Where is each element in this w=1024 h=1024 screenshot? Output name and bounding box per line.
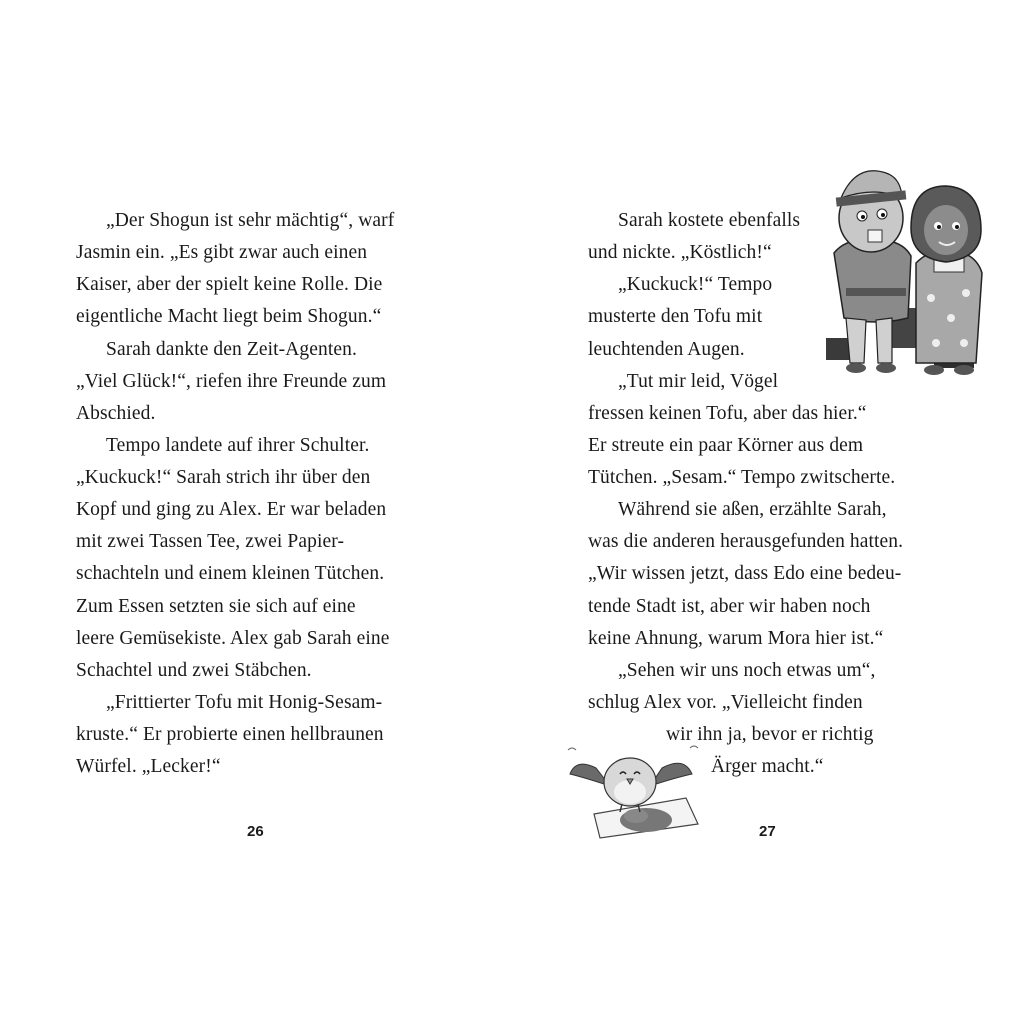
- text-line: und nickte. „Köstlich!“: [588, 242, 772, 263]
- text-line: keine Ahnung, warum Mora hier ist.“: [588, 628, 884, 649]
- text-line: Jasmin ein. „Es gibt zwar auch einen: [76, 242, 368, 263]
- text-line: „Frittierter Tofu mit Honig-Sesam-: [106, 692, 383, 713]
- text-line: „Kuckuck!“ Tempo: [618, 274, 773, 295]
- text-line: Ärger macht.“: [711, 756, 824, 777]
- text-line: eigentliche Macht liegt beim Shogun.“: [76, 306, 382, 327]
- text-line: leere Gemüsekiste. Alex gab Sarah eine: [76, 628, 390, 649]
- text-line: „Sehen wir uns noch etwas um“,: [618, 660, 876, 681]
- page-number: 27: [759, 823, 776, 840]
- text-line: Kopf und ging zu Alex. Er war beladen: [76, 499, 387, 520]
- text-line: wir ihn ja, bevor er richtig: [666, 724, 874, 745]
- text-line: Schachtel und zwei Stäbchen.: [76, 660, 312, 681]
- text-line: „Der Shogun ist sehr mächtig“, warf: [106, 210, 395, 231]
- text-line: was die anderen herausgefunden hatten.: [588, 531, 904, 552]
- text-line: Kaiser, aber der spielt keine Rolle. Die: [76, 274, 383, 295]
- text-line: Würfel. „Lecker!“: [76, 756, 221, 777]
- text-line: „Kuckuck!“ Sarah strich ihr über den: [76, 467, 371, 488]
- bird-illustration: [566, 738, 702, 842]
- text-line: Tempo landete auf ihrer Schulter.: [106, 435, 370, 456]
- text-line: schlug Alex vor. „Vielleicht finden: [588, 692, 863, 713]
- text-line: Er streute ein paar Körner aus dem: [588, 435, 864, 456]
- page-number: 26: [247, 823, 264, 840]
- text-line: „Tut mir leid, Vögel: [618, 371, 779, 392]
- text-line: tende Stadt ist, aber wir haben noch: [588, 596, 871, 617]
- text-line: schachteln und einem kleinen Tütchen.: [76, 563, 385, 584]
- text-line: leuchtenden Augen.: [588, 339, 745, 360]
- text-line: mit zwei Tassen Tee, zwei Papier-: [76, 531, 345, 552]
- text-line: Tütchen. „Sesam.“ Tempo zwitscherte.: [588, 467, 896, 488]
- text-line: Sarah kostete ebenfalls: [618, 210, 801, 231]
- text-line: Abschied.: [76, 403, 156, 424]
- text-line: „Viel Glück!“, riefen ihre Freunde zum: [76, 371, 387, 392]
- text-line: musterte den Tofu mit: [588, 306, 763, 327]
- children-eating-illustration: [816, 158, 992, 384]
- text-line: fressen keinen Tofu, aber das hier.“: [588, 403, 867, 424]
- text-line: kruste.“ Er probierte einen hellbraunen: [76, 724, 384, 745]
- text-line: Sarah dankte den Zeit-Agenten.: [106, 339, 357, 360]
- text-line: Während sie aßen, erzählte Sarah,: [618, 499, 887, 520]
- text-line: „Wir wissen jetzt, dass Edo eine bedeu-: [588, 563, 902, 584]
- text-line: Zum Essen setzten sie sich auf eine: [76, 596, 356, 617]
